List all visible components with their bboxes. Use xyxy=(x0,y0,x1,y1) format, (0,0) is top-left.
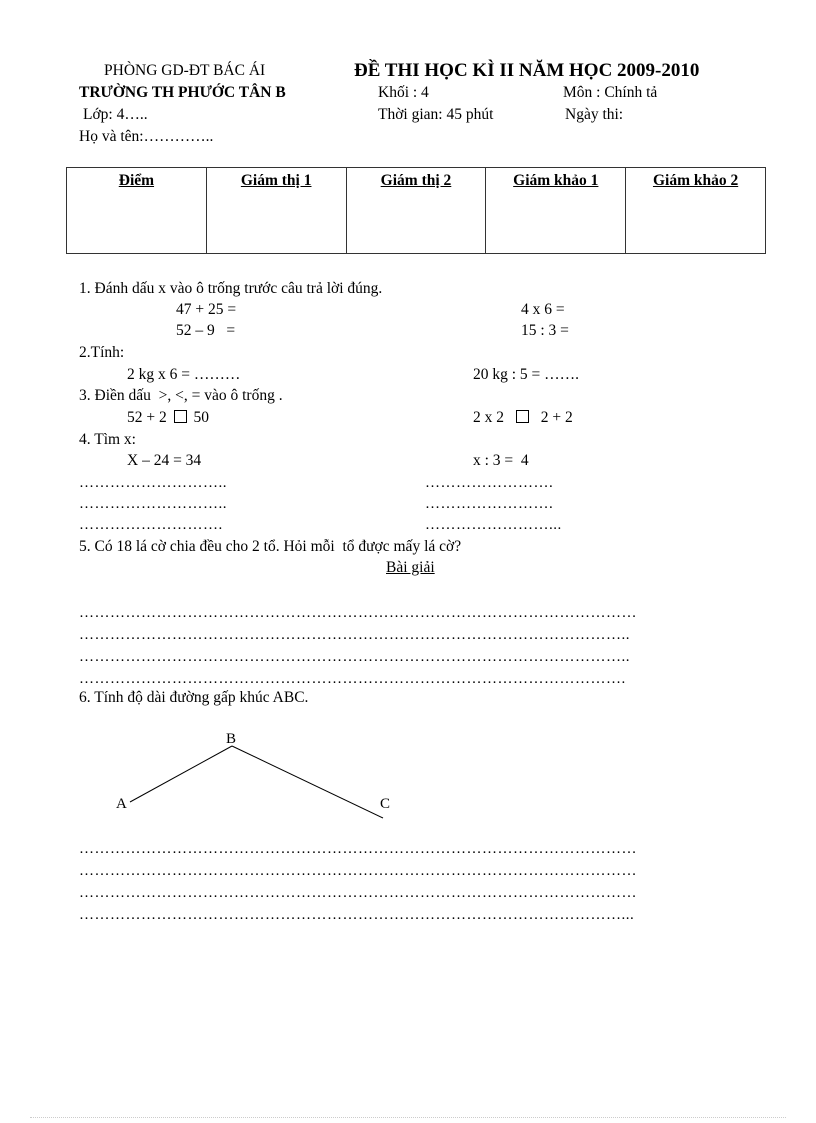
q3-right-a: 2 x 2 xyxy=(473,409,504,426)
q4-right-answer-line-1[interactable]: ……………………. xyxy=(425,475,554,491)
q4-left-equation: X – 24 = 34 xyxy=(127,452,202,469)
q2-prompt: 2.Tính: xyxy=(79,344,125,361)
q5-answer-line-4[interactable]: ……………………………………………………………………………………………. xyxy=(79,671,626,687)
q4-left-answer-line-1[interactable]: ……………………….. xyxy=(79,475,227,491)
grading-col-examiner-1: Giám khảo 1 xyxy=(486,168,626,254)
point-a-label: A xyxy=(116,796,127,812)
exam-title: ĐỀ THI HỌC KÌ II NĂM HỌC 2009-2010 xyxy=(354,60,700,81)
segment-ab xyxy=(130,746,232,802)
grade-label: Khối : 4 xyxy=(378,84,429,101)
q2-left: 2 kg x 6 = ……… xyxy=(127,366,241,383)
grading-col-score: Điểm xyxy=(67,168,207,254)
q5-solution-label: Bài giải xyxy=(386,559,435,576)
q4-left-answer-line-2[interactable]: ……………………….. xyxy=(79,496,227,512)
q4-prompt: 4. Tìm x: xyxy=(79,431,136,448)
q6-answer-line-4[interactable]: ……………………………………………………………………………………………... xyxy=(79,907,635,923)
grading-col-proctor-1: Giám thị 1 xyxy=(206,168,346,254)
q6-prompt: 6. Tính độ dài đường gấp khúc ABC. xyxy=(79,689,309,706)
q5-prompt: 5. Có 18 lá cờ chia đều cho 2 tổ. Hỏi mỗi tổ được mấy lá cờ? xyxy=(79,538,462,555)
grading-col-proctor-2: Giám thị 2 xyxy=(346,168,486,254)
q1-left-1: 47 + 25 = xyxy=(176,301,237,318)
q3-prompt: 3. Điền dấu >, <, = vào ô trống . xyxy=(79,387,283,404)
q1-right-2: 15 : 3 = xyxy=(521,322,569,339)
q4-right-answer-line-3[interactable]: ……………………... xyxy=(425,517,562,533)
q3-left-b: 50 xyxy=(193,409,209,426)
q6-answer-line-3[interactable]: ……………………………………………………………………………………………… xyxy=(79,885,637,901)
q3-left-a: 52 + 2 xyxy=(127,409,167,426)
grading-col-examiner-2: Giám khảo 2 xyxy=(626,168,766,254)
segment-bc xyxy=(232,746,383,818)
page-bottom-border xyxy=(30,1117,786,1118)
subject-label: Môn : Chính tả xyxy=(563,84,658,101)
q4-right-answer-line-2[interactable]: ……………………. xyxy=(425,496,554,512)
point-c-label: C xyxy=(380,796,391,812)
q1-right-1: 4 x 6 = xyxy=(521,301,565,318)
date-label: Ngày thi: xyxy=(565,106,624,123)
point-b-label: B xyxy=(226,731,237,747)
q3-right-b: 2 + 2 xyxy=(540,409,573,426)
q2-right: 20 kg : 5 = ……. xyxy=(473,366,580,383)
q4-left-answer-line-3[interactable]: ………………………. xyxy=(79,517,223,533)
name-label: Họ và tên:………….. xyxy=(79,128,214,145)
q5-answer-line-3[interactable]: …………………………………………………………………………………………….. xyxy=(79,649,630,665)
class-label: Lớp: 4….. xyxy=(83,106,148,123)
q5-answer-line-2[interactable]: …………………………………………………………………………………………….. xyxy=(79,627,630,643)
q1-left-2: 52 – 9 = xyxy=(176,322,236,339)
time-label: Thời gian: 45 phút xyxy=(378,106,494,123)
q4-right-equation: x : 3 = 4 xyxy=(473,452,529,469)
q6-answer-line-2[interactable]: ……………………………………………………………………………………………… xyxy=(79,863,637,879)
q1-prompt: 1. Đánh dấu x vào ô trống trước câu trả lời đúng. xyxy=(79,280,383,297)
school-name: TRƯỜNG TH PHƯỚC TÂN B xyxy=(79,84,286,101)
q6-answer-line-1[interactable]: ……………………………………………………………………………………………… xyxy=(79,841,637,857)
q5-answer-line-1[interactable]: ……………………………………………………………………………………………… xyxy=(79,605,637,621)
department-label: PHÒNG GD-ĐT BÁC ÁI xyxy=(104,62,266,79)
